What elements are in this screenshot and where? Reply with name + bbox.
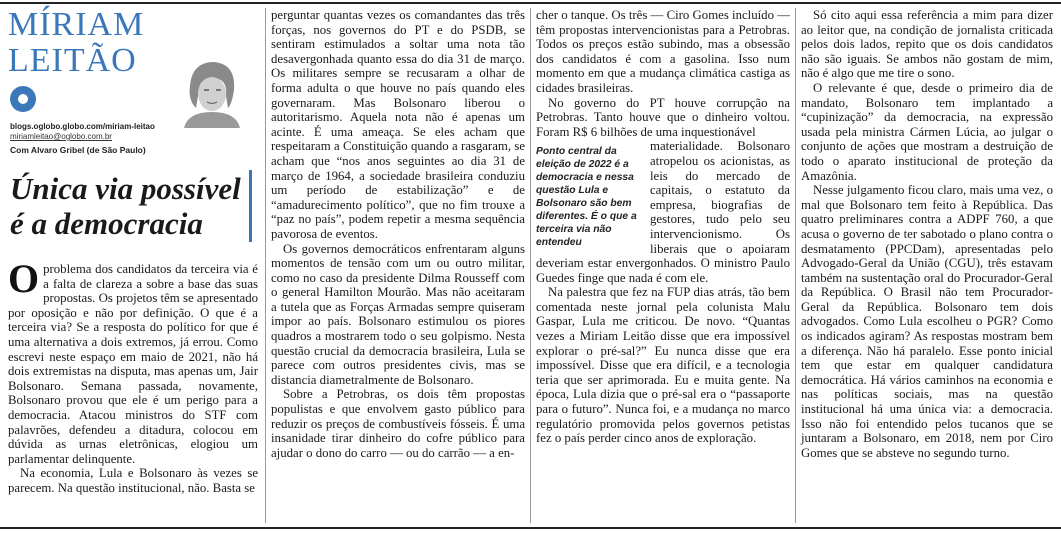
paragraph: Só cito aqui essa referência a mim para dizer ao leitor que, na condição de jornalista criticada pelos dois lados, repito que os dois candidatos não são iguais. Se ambos não gostam de mim, não é algo que me tire o sono. — [801, 8, 1053, 81]
paragraph: cher o tanque. Os três — Ciro Gomes incluído — têm propostas intervencionistas para a Petrobras. Todos os preços estão subindo, mas a obsessão dos candidatos é com a gasolina. Isso num momento em que a mudança climática castiga as cidades brasileiras. — [536, 8, 790, 95]
author-last-name: LEITÃO — [8, 42, 137, 79]
article-column-4 — [801, 8, 1053, 460]
paragraph: Sobre a Petrobras, os dois têm propostas populistas e que envolvem gasto público para reduzir os preços de combustíveis fósseis. É uma insanidade tirar dinheiro do cofre público para ajudar o dono do carro — ou do carrão — a en- — [271, 387, 525, 460]
column-divider — [795, 8, 796, 523]
paragraph — [8, 256, 258, 466]
column-divider — [530, 8, 531, 523]
o-globo-logo-icon — [10, 86, 36, 112]
collaborator-credit: Com Alvaro Gribel (de São Paulo) — [10, 145, 146, 155]
top-rule — [0, 2, 1061, 4]
contacts — [10, 122, 155, 155]
article-column-1 — [8, 256, 258, 496]
paragraph-text: problema dos candidatos da terceira via é a falta de clareza a sobre a base das suas propostas. Os projetos têm se apresentado por oposição e não por definição. O que é a terceira via? Se a resposta do político for que é uma alternativa a dois extremos, já errou. Como escrevi neste espaço em maio de 2021, não há dois extremistas na disputa, mas apenas um, Jair Bolsonaro. Semana passada, novamente, Bolsonaro provou que ele é um perigo para a democracia. Atacou ministros do STF com palavrões, defendeu a ditadura, colocou em dúvida as urnas eletrônicas, elogiou um parlamentar delinquente. — [8, 262, 258, 466]
blog-link[interactable]: blogs.oglobo.globo.com/miriam-leitao — [10, 122, 155, 131]
paragraph: Nesse julgamento ficou claro, mais uma vez, o mal que Bolsonaro tem feito à República. Das quatro preliminares contra a ADPF 760, a que acusa o governo de ter sabotado o plano contra o desmatamento (PPCDam), apresentadas pelo Advogado-Geral da União (CGU), três estavam também na sustentação oral do Procurador-Geral da República. O Brasil não tem Procurador-Geral da República. Bolsonaro tem dois advogados. Como Lula escolheu o PGR? Como os indicados agiram? As respostas mostram bem a diferença. Não há paralelo. Esse ponto inicial tem que estar em qualquer candidatura democrática. Há vários caminhos na economia e nas políticas sociais, mas na questão institucional há uma única via: a democracia. Isso não foi entendido pelos tucanos que se juntaram a Bolsonaro, em 2018, nem por Ciro Gomes que se absteve no segundo turno. — [801, 183, 1053, 460]
drop-cap: O — [8, 256, 40, 301]
paragraph: Os governos democráticos enfrentaram alguns momentos de tensão com um ou outro militar, como no caso da presidente Dilma Rousseff com o general Hamilton Mourão. Mas não aceitaram a tutela que as Forças Armadas sempre quiseram impor ao país. Bolsonaro estimulou os piores quadros a mostrarem todo o seu golpismo. Nesta questão crucial da democracia brasileira, Lula se parece com outros presidentes civis, mas se distancia diametralmente de Bolsonaro. — [271, 241, 525, 387]
paragraph: No governo do PT houve corrupção na Petrobras. Tanto houve que o dinheiro voltou. Foram R$ 6 bilhões de uma inquestionável — [536, 95, 790, 139]
paragraph: O relevante é que, desde o primeiro dia de mandato, Bolsonaro tem implantado a “cupinização” da democracia, na expressão usada pela ministra Cármen Lúcia, ao julgar o conjunto de ações que mostram a destruição de todo o aparato institucional de proteção da Amazônia. — [801, 80, 1053, 183]
author-first-name: MÍRIAM — [8, 6, 145, 43]
paragraph: perguntar quantas vezes os comandantes das três forças, nos governos do PT e do PSDB, se sentiram estimulados a soltar uma nota tão desavergonhada quanto essa do dia 31 de março. Os militares sempre se recusaram a olhar de forma adulta o que houve no país quando eles governaram. Mas Bolsonaro liberou o autoritarismo. Aquela nota não é apenas um acinte. É uma ameaça. Se eles acham que respeitaram a Constituição quando a rasgaram, se acham que “nos anos seguintes ao dia 31 de março de 1964, a sociedade brasileira conduziu um período de estabilização” e de “amadurecimento político”, que no fim trouxe a “paz no país”, podem repetir a mesma sequência pavorosa de eventos. — [271, 8, 525, 241]
bottom-rule — [0, 527, 1061, 529]
article-column-2 — [271, 8, 525, 460]
column-divider — [265, 8, 266, 523]
headline-line-2: é a democracia — [10, 206, 203, 241]
author-portrait — [170, 56, 252, 128]
paragraph: Na palestra que fez na FUP dias atrás, tão bem comentada neste jornal pela colunista Malu Gaspar, Lula me criticou. De novo. “Quantas vezes a Miriam Leitão disse que era impossível explorar o pré-sal?” Eu nunca disse que era impossível. Disse que era difícil, e a tecnologia teria que ser aprimorada. Eu e muita gente. Na época, Lula dizia que o pré-sal era o “passaporte para o futuro”. Nunca foi, e a mudança no marco regulatório promovida pelos governos petistas fez o país perder cinco anos de exploração. — [536, 285, 790, 446]
email-link[interactable]: miriamleitao@oglobo.com.br — [10, 132, 112, 141]
paragraph: materialidade. Bolsonaro atropelou os acionistas, as leis do mercado de capitais, o estatuto da empresa, biografias de gestores, tudo pelo seu intervencionismo. Os liberais que o apoiaram deveriam estar envergonhados. O ministro Paulo Guedes finge que nada é com ele. — [536, 139, 790, 285]
headline-box — [8, 170, 252, 242]
paragraph: Na economia, Lula e Bolsonaro às vezes se parecem. Na questão institucional, não. Basta se — [8, 466, 258, 495]
portrait-icon — [170, 56, 252, 128]
article-column-3 — [536, 8, 790, 446]
headline-line-1: Única via possível — [10, 171, 241, 206]
pull-quote: Ponto central da eleição de 2022 é a democracia e nessa questão Lula e Bolsonaro são bem diferentes. É o que a terceira via não entendeu — [536, 146, 637, 249]
